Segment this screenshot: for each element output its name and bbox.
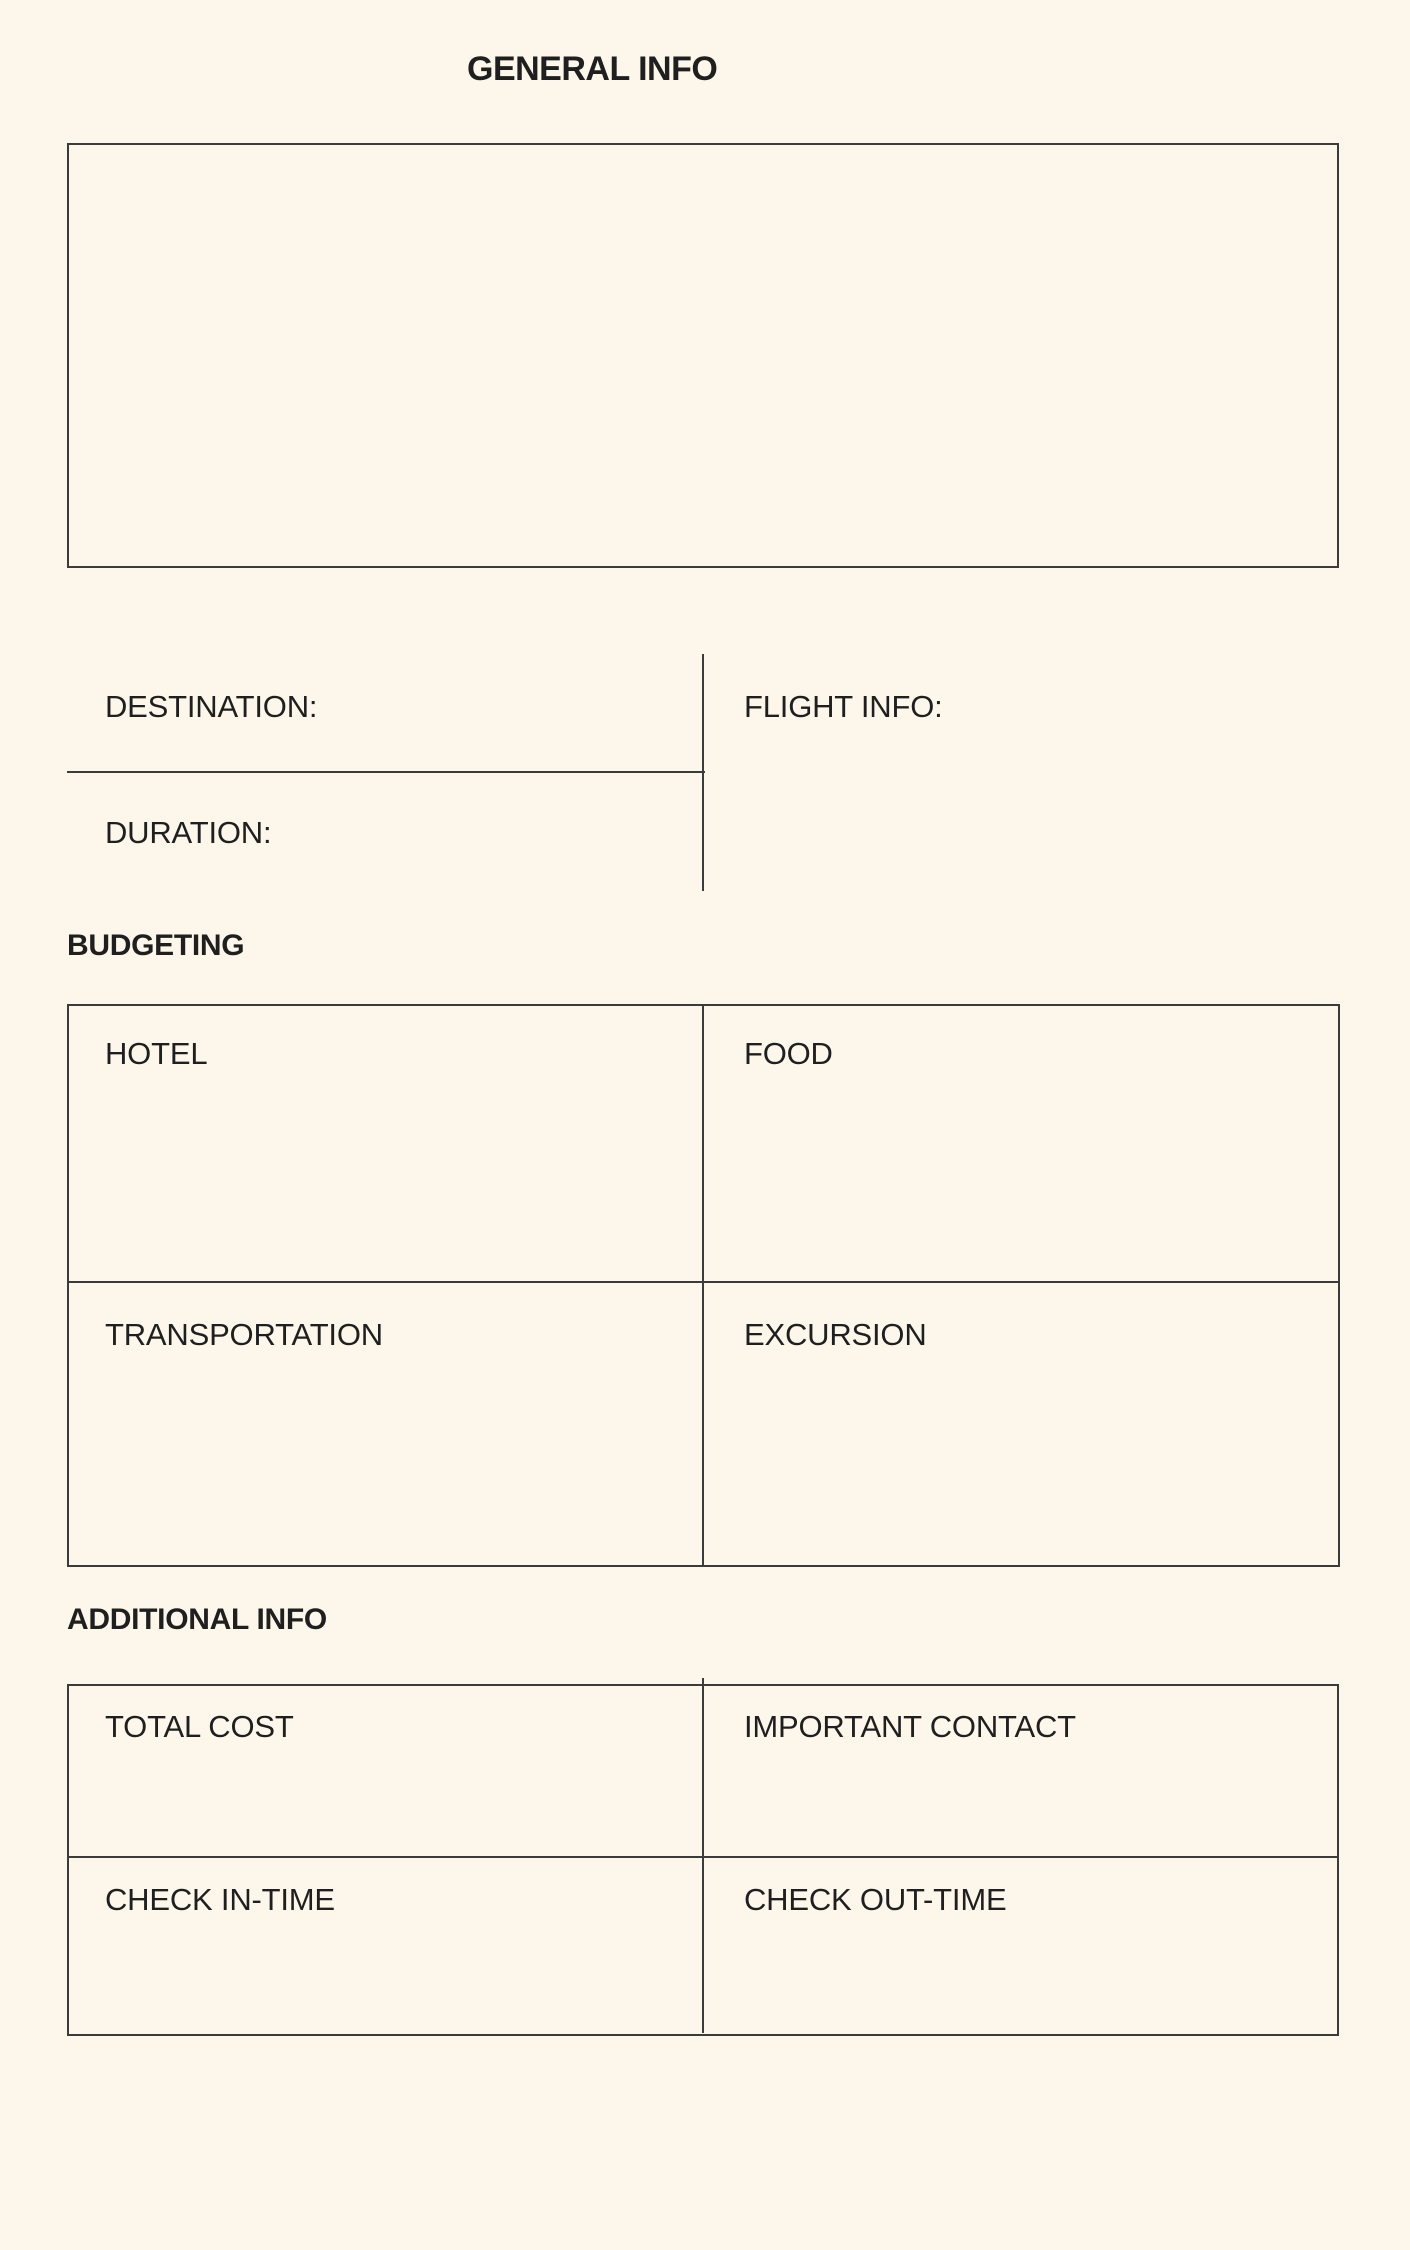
general-info-title: GENERAL INFO (467, 50, 718, 88)
transportation-label: TRANSPORTATION (105, 1317, 383, 1352)
additional-info-heading: ADDITIONAL INFO (67, 1603, 327, 1636)
budgeting-heading: BUDGETING (67, 929, 245, 962)
check-out-time-label: CHECK OUT-TIME (744, 1882, 1007, 1917)
general-info-box[interactable] (67, 143, 1339, 568)
excursion-label: EXCURSION (744, 1317, 927, 1352)
check-in-time-label: CHECK IN-TIME (105, 1882, 335, 1917)
destination-divider (67, 771, 705, 773)
flight-info-label: FLIGHT INFO: (744, 689, 943, 724)
hotel-label: HOTEL (105, 1036, 208, 1071)
destination-label: DESTINATION: (105, 689, 318, 724)
important-contact-label: IMPORTANT CONTACT (744, 1709, 1076, 1744)
duration-label: DURATION: (105, 815, 272, 850)
trip-column-divider (702, 654, 704, 891)
food-label: FOOD (744, 1036, 833, 1071)
total-cost-label: TOTAL COST (105, 1709, 294, 1744)
